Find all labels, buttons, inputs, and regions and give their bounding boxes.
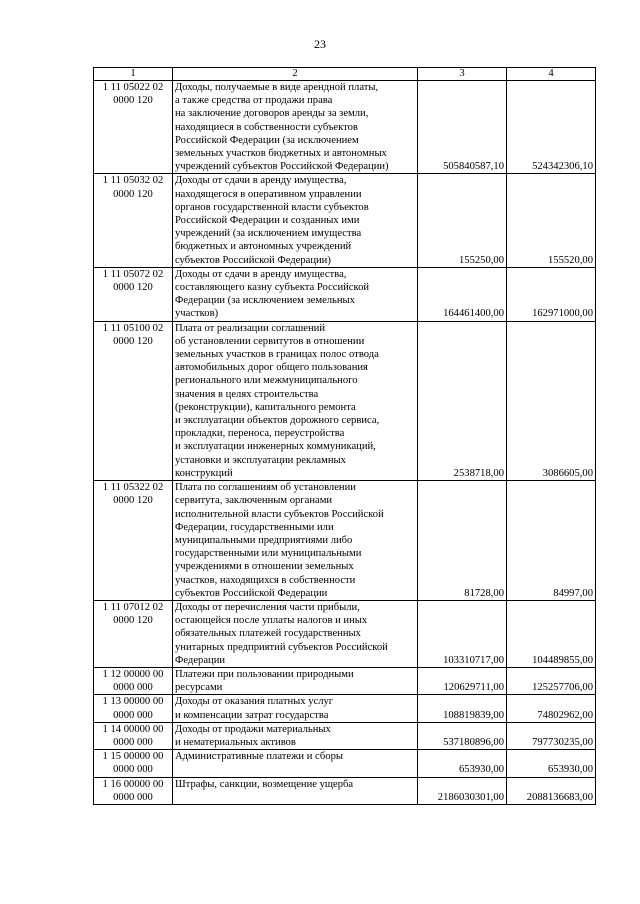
table-row bbox=[94, 667, 596, 694]
revenue-name-line: бюджетных и автономных учреждений bbox=[175, 241, 352, 253]
budget-code-line: 1 13 00000 00 bbox=[102, 696, 164, 708]
budget-code-cell bbox=[94, 750, 173, 777]
table-row bbox=[94, 695, 596, 722]
revenue-name-line: Штрафы, санкции, возмещение ущерба bbox=[175, 778, 354, 790]
column-header: 1 bbox=[94, 68, 173, 81]
amount-column-4: 125257706,00 bbox=[507, 667, 596, 694]
revenue-name-line bbox=[175, 763, 415, 776]
revenue-name-line: регионального или межмуниципального bbox=[175, 375, 358, 387]
budget-code-line: 0000 120 bbox=[113, 335, 153, 347]
amount-column-3: 108819839,00 bbox=[418, 695, 507, 722]
budget-code-line: 1 16 00000 00 bbox=[102, 778, 164, 790]
revenue-name-line: Плата от реализации соглашений bbox=[175, 322, 325, 334]
amount-column-4: 162971000,00 bbox=[507, 267, 596, 321]
table-row bbox=[94, 481, 596, 601]
revenue-name-line: Российской Федерации (за исключением bbox=[175, 134, 359, 146]
budget-code-line: 0000 000 bbox=[113, 791, 153, 803]
revenue-name-line: учреждений субъектов Российской Федерации) bbox=[175, 161, 389, 173]
table-header-row bbox=[94, 68, 596, 81]
budget-code-cell bbox=[94, 777, 173, 804]
budget-code-line: 0000 000 bbox=[113, 736, 153, 748]
revenue-name-line: и нематериальных активов bbox=[175, 736, 296, 748]
revenue-name-line: а также средства от продажи права bbox=[175, 95, 333, 107]
revenue-name-line: учреждений (за исключением имущества bbox=[175, 228, 362, 240]
table-row bbox=[94, 600, 596, 667]
budget-code-cell bbox=[94, 481, 173, 601]
revenue-name-line: и эксплуатации объектов дорожного сервиса, bbox=[175, 415, 380, 427]
budget-code-line: 0000 120 bbox=[113, 188, 153, 200]
revenue-name-line: государственными или муниципальными bbox=[175, 548, 362, 560]
revenue-name-line: автомобильных дорог общего пользования bbox=[175, 362, 368, 374]
budget-code-line: 0000 000 bbox=[113, 709, 153, 721]
revenue-name-cell bbox=[173, 667, 418, 694]
amount-column-3: 164461400,00 bbox=[418, 267, 507, 321]
revenue-name-cell bbox=[173, 695, 418, 722]
revenue-name-line: исполнительной власти субъектов Российской bbox=[175, 508, 384, 520]
budget-code-line: 1 11 05100 02 bbox=[102, 322, 164, 334]
revenue-name-cell bbox=[173, 777, 418, 804]
revenue-name-line: на заключение договоров аренды за земли, bbox=[175, 108, 369, 120]
revenue-name-line: находящиеся в собственности субъектов bbox=[175, 121, 358, 133]
budget-code-cell bbox=[94, 722, 173, 749]
budget-code-line: 1 11 05322 02 bbox=[102, 482, 164, 494]
revenue-name-line: составляющего казну субъекта Российской bbox=[175, 282, 370, 294]
budget-code-line: 0000 000 bbox=[113, 764, 153, 776]
budget-code-line: 1 11 05072 02 bbox=[102, 268, 164, 280]
revenue-name-line: Доходы от продажи материальных bbox=[175, 723, 331, 735]
budget-code-line: 0000 120 bbox=[113, 95, 153, 107]
revenue-name-line: земельных участков в границах полос отвода bbox=[175, 349, 379, 361]
revenue-table bbox=[93, 67, 596, 805]
amount-column-4: 74802962,00 bbox=[507, 695, 596, 722]
revenue-name-cell bbox=[173, 81, 418, 174]
column-header: 2 bbox=[173, 68, 418, 81]
amount-column-3: 120629711,00 bbox=[418, 667, 507, 694]
column-header: 4 bbox=[507, 68, 596, 81]
table-row bbox=[94, 321, 596, 480]
budget-code-line: 0000 120 bbox=[113, 615, 153, 627]
budget-code-cell bbox=[94, 267, 173, 321]
budget-code-line: 1 15 00000 00 bbox=[102, 751, 164, 763]
revenue-name-line: Административные платежи и сборы bbox=[175, 751, 343, 763]
revenue-name-cell bbox=[173, 600, 418, 667]
amount-column-3: 155250,00 bbox=[418, 174, 507, 267]
revenue-name-line: субъектов Российской Федерации bbox=[175, 587, 328, 599]
revenue-name-cell bbox=[173, 174, 418, 267]
revenue-name-line: находящегося в оперативном управлении bbox=[175, 188, 362, 200]
amount-column-4: 3086605,00 bbox=[507, 321, 596, 480]
budget-code-cell bbox=[94, 174, 173, 267]
revenue-name-line: конструкций bbox=[175, 467, 233, 479]
revenue-name-line: Плата по соглашениям об установлении bbox=[175, 482, 356, 494]
budget-code-line: 1 11 05032 02 bbox=[102, 175, 164, 187]
amount-column-4: 653930,00 bbox=[507, 750, 596, 777]
revenue-name-line: земельных участков бюджетных и автономных bbox=[175, 148, 387, 160]
table-row bbox=[94, 81, 596, 174]
amount-column-3: 2538718,00 bbox=[418, 321, 507, 480]
budget-code-cell bbox=[94, 600, 173, 667]
amount-column-4: 84997,00 bbox=[507, 481, 596, 601]
budget-code-line: 1 12 00000 00 bbox=[102, 668, 164, 680]
budget-code-line: 1 14 00000 00 bbox=[102, 723, 164, 735]
revenue-name-line: Доходы от сдачи в аренду имущества, bbox=[175, 268, 347, 280]
revenue-name-line: остающейся после уплаты налогов и иных bbox=[175, 615, 368, 627]
revenue-name-line: Платежи при пользовании природными bbox=[175, 668, 354, 680]
revenue-name-line: об установлении сервитутов в отношении bbox=[175, 335, 365, 347]
budget-code-cell bbox=[94, 667, 173, 694]
revenue-name-cell bbox=[173, 750, 418, 777]
budget-code-cell bbox=[94, 695, 173, 722]
revenue-name-line: Федерации bbox=[175, 654, 226, 666]
revenue-name-line: Доходы от перечисления части прибыли, bbox=[175, 601, 360, 613]
column-header: 3 bbox=[418, 68, 507, 81]
revenue-name-line: субъектов Российской Федерации) bbox=[175, 254, 331, 266]
revenue-name-line: сервитута, заключенным органами bbox=[175, 495, 333, 507]
revenue-name-cell bbox=[173, 722, 418, 749]
amount-column-3: 2186030301,00 bbox=[418, 777, 507, 804]
budget-code-line: 0000 120 bbox=[113, 282, 153, 294]
budget-code-cell bbox=[94, 81, 173, 174]
amount-column-4: 155520,00 bbox=[507, 174, 596, 267]
revenue-name-line: учреждениями в отношении земельных bbox=[175, 561, 354, 573]
revenue-name-line: Федерации, государственными или bbox=[175, 521, 334, 533]
amount-column-3: 103310717,00 bbox=[418, 600, 507, 667]
revenue-name-line: прокладки, переноса, переустройства bbox=[175, 428, 345, 440]
amount-column-4: 797730235,00 bbox=[507, 722, 596, 749]
budget-code-cell bbox=[94, 321, 173, 480]
table-row bbox=[94, 722, 596, 749]
amount-column-4: 2088136683,00 bbox=[507, 777, 596, 804]
amount-column-4: 104489855,00 bbox=[507, 600, 596, 667]
budget-code-line: 0000 120 bbox=[113, 495, 153, 507]
revenue-name-line: унитарных предприятий субъектов Российской bbox=[175, 641, 388, 653]
amount-column-3: 537180896,00 bbox=[418, 722, 507, 749]
table-row bbox=[94, 174, 596, 267]
table-row bbox=[94, 267, 596, 321]
revenue-name-line: установки и эксплуатации рекламных bbox=[175, 454, 346, 466]
budget-code-line: 0000 000 bbox=[113, 682, 153, 694]
revenue-name-line bbox=[175, 791, 415, 804]
revenue-name-line: муниципальными предприятиями либо bbox=[175, 534, 353, 546]
revenue-name-line: и эксплуатации инженерных коммуникаций, bbox=[175, 441, 376, 453]
revenue-name-line: ресурсами bbox=[175, 682, 223, 694]
budget-code-line: 1 11 05022 02 bbox=[102, 82, 164, 93]
amount-column-3: 653930,00 bbox=[418, 750, 507, 777]
amount-column-3: 505840587,10 bbox=[418, 81, 507, 174]
revenue-name-line: значения в целях строительства bbox=[175, 388, 319, 400]
amount-column-4: 524342306,10 bbox=[507, 81, 596, 174]
revenue-name-cell bbox=[173, 481, 418, 601]
revenue-name-line: Доходы от оказания платных услуг bbox=[175, 696, 334, 708]
amount-column-3: 81728,00 bbox=[418, 481, 507, 601]
revenue-name-cell bbox=[173, 267, 418, 321]
revenue-name-line: органов государственной власти субъектов bbox=[175, 201, 369, 213]
budget-code-line: 1 11 07012 02 bbox=[102, 601, 164, 613]
revenue-name-line: обязательных платежей государственных bbox=[175, 628, 361, 640]
table-row bbox=[94, 750, 596, 777]
revenue-name-line: (реконструкции), капитального ремонта bbox=[175, 401, 356, 413]
revenue-name-line: и компенсации затрат государства bbox=[175, 709, 329, 721]
revenue-name-line: Российской Федерации и созданных ими bbox=[175, 215, 360, 227]
revenue-name-line: участков) bbox=[175, 308, 219, 320]
revenue-name-line: Доходы, получаемые в виде арендной платы, bbox=[175, 82, 379, 93]
revenue-name-cell bbox=[173, 321, 418, 480]
revenue-name-line: участков, находящихся в собственности bbox=[175, 574, 356, 586]
page-number: 23 bbox=[314, 37, 326, 51]
revenue-name-line: Доходы от сдачи в аренду имущества, bbox=[175, 175, 347, 187]
revenue-name-line: Федерации (за исключением земельных bbox=[175, 295, 355, 307]
table-row bbox=[94, 777, 596, 804]
